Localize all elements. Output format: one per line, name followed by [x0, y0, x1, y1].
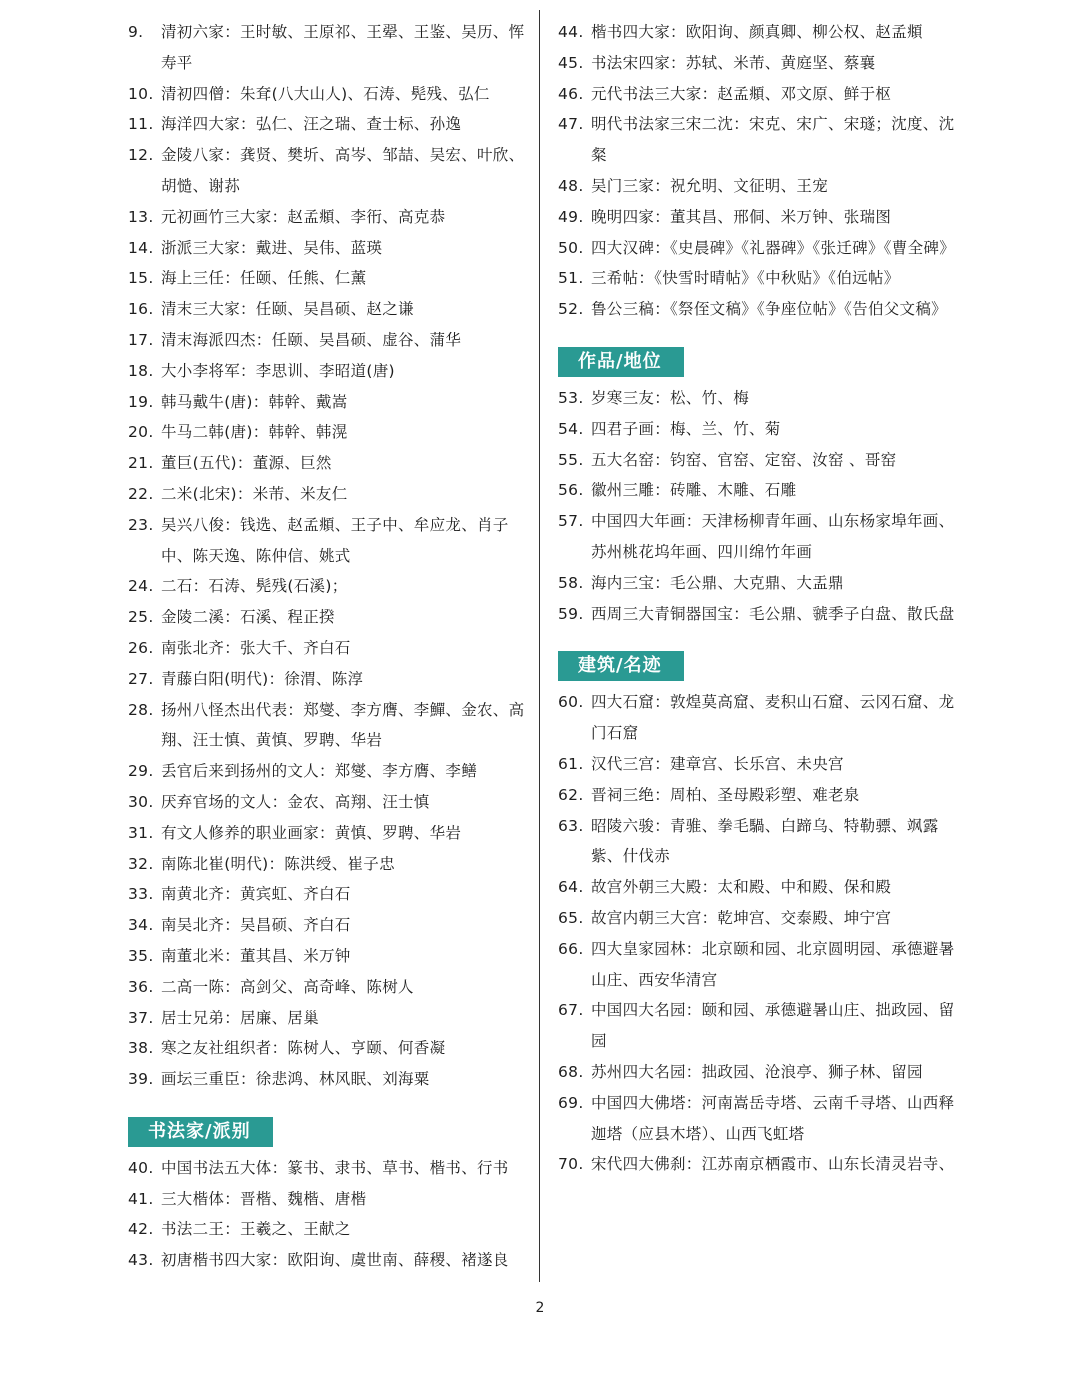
item-text: 四大皇家园林：北京颐和园、北京圆明园、承德避暑山庄、西安华清宫 [591, 939, 955, 989]
list-item [128, 1033, 526, 1064]
item-number: 56. [558, 481, 584, 500]
item-number: 65. [558, 908, 584, 927]
list-item [128, 479, 526, 510]
list-item [128, 972, 526, 1003]
item-number: 41. [128, 1189, 154, 1208]
item-text: 南董北米：董其昌、米万钟 [161, 946, 351, 965]
list-item [558, 1057, 956, 1088]
item-number: 30. [128, 792, 154, 811]
item-number: 15. [128, 269, 154, 288]
list-item [128, 417, 526, 448]
item-number: 47. [558, 115, 584, 134]
item-text: 书法二王：王羲之、王献之 [161, 1220, 351, 1239]
item-text: 吴兴八俊：钱选、赵孟頫、王子中、牟应龙、肖子中、陈天逸、陈仲信、姚式 [161, 515, 509, 565]
list-item [558, 687, 956, 749]
list-item [128, 602, 526, 633]
item-number: 48. [558, 176, 584, 195]
item-number: 14. [128, 238, 154, 257]
column-divider [539, 10, 540, 1282]
item-text: 元代书法三大家：赵孟頫、邓文原、鲜于枢 [591, 84, 892, 103]
item-number: 44. [558, 23, 584, 41]
item-text: 二米(北宋)：米芾、米友仁 [161, 484, 348, 503]
item-number: 46. [558, 84, 584, 103]
list-item [128, 17, 526, 79]
list-item [128, 1153, 526, 1184]
right-list-b [558, 383, 956, 629]
list-item [128, 356, 526, 387]
list-item [128, 294, 526, 325]
item-text: 厌弃官场的文人：金农、高翔、汪士慎 [161, 792, 430, 811]
item-number: 11. [128, 115, 154, 134]
item-text: 寒之友社组织者：陈树人、亨颐、何香凝 [161, 1039, 446, 1058]
list-item [128, 510, 526, 572]
list-item [128, 664, 526, 695]
item-text: 三希帖：《快雪时晴帖》《中秋贴》《伯远帖》 [591, 269, 900, 288]
item-number: 59. [558, 604, 584, 623]
list-item [128, 756, 526, 787]
item-text: 二石：石涛、髡残(石溪)； [161, 577, 348, 596]
list-item [128, 1245, 526, 1276]
list-item [558, 749, 956, 780]
item-text: 海内三宝：毛公鼎、大克鼎、大盂鼎 [591, 573, 844, 592]
list-item [558, 17, 956, 48]
item-text: 宋代四大佛刹：江苏南京栖霞市、山东长清灵岩寺、 [591, 1155, 955, 1174]
item-text: 鲁公三稿：《祭侄文稿》《争座位帖》《告伯父文稿》 [591, 300, 947, 319]
item-text: 清初六家：王时敏、王原祁、王翚、王鉴、吴历、恽寿平 [161, 23, 525, 72]
item-number: 50. [558, 238, 584, 257]
item-number: 43. [128, 1251, 154, 1270]
item-text: 居士兄弟：居廉、居巢 [161, 1008, 320, 1027]
item-text: 岁寒三友：松、竹、梅 [591, 388, 750, 407]
list-item [558, 811, 956, 873]
item-number: 58. [558, 573, 584, 592]
left-list-a [128, 17, 526, 1095]
list-item [128, 325, 526, 356]
list-item [128, 1214, 526, 1245]
item-number: 40. [128, 1158, 154, 1177]
list-item [558, 780, 956, 811]
item-text: 南吴北齐：吴昌硕、齐白石 [161, 916, 351, 935]
list-item [558, 903, 956, 934]
item-text: 中国四大名园：颐和园、承德避暑山庄、拙政园、留园 [591, 1001, 955, 1051]
item-text: 元初画竹三大家：赵孟頫、李衎、高克恭 [161, 207, 446, 226]
item-number: 69. [558, 1093, 584, 1112]
item-text: 清末海派四杰：任颐、吴昌硕、虚谷、蒲华 [161, 330, 462, 349]
list-item [128, 571, 526, 602]
item-number: 61. [558, 754, 584, 773]
left-list-b [128, 1153, 526, 1276]
item-number: 32. [128, 854, 154, 873]
list-item [128, 787, 526, 818]
list-item [558, 475, 956, 506]
list-item [128, 633, 526, 664]
list-item [558, 568, 956, 599]
list-item [558, 171, 956, 202]
item-number: 13. [128, 207, 154, 226]
item-number: 21. [128, 454, 154, 473]
item-text: 有文人修养的职业画家：黄慎、罗聘、华岩 [161, 823, 462, 842]
item-number: 51. [558, 269, 584, 288]
list-item [558, 506, 956, 568]
list-item [128, 1003, 526, 1034]
list-item [558, 1149, 956, 1180]
list-item [128, 448, 526, 479]
item-number: 38. [128, 1039, 154, 1058]
item-number: 18. [128, 361, 154, 380]
item-number: 23. [128, 515, 154, 534]
left-column [128, 17, 526, 1276]
item-text: 中国四大佛塔：河南嵩岳寺塔、云南千寻塔、山西释迦塔（应县木塔）、山西飞虹塔 [591, 1093, 955, 1143]
item-text: 苏州四大名园：拙政园、沧浪亭、狮子林、留园 [591, 1062, 923, 1081]
item-text: 中国四大年画：天津杨柳青年画、山东杨家埠年画、苏州桃花坞年画、四川绵竹年画 [591, 512, 955, 561]
item-number: 55. [558, 450, 584, 469]
list-item [558, 233, 956, 264]
item-text: 南张北齐：张大千、齐白石 [161, 638, 351, 657]
item-text: 董巨(五代)：董源、巨然 [161, 454, 332, 473]
list-item [558, 294, 956, 325]
item-text: 金陵二溪：石溪、程正揆 [161, 608, 335, 627]
item-number: 26. [128, 638, 154, 657]
item-text: 丢官后来到扬州的文人：郑燮、李方膺、李鳝 [161, 762, 478, 781]
list-item [128, 140, 526, 202]
list-item [128, 387, 526, 418]
list-item [128, 202, 526, 233]
item-number: 42. [128, 1220, 154, 1239]
item-text: 清末三大家：任颐、吴昌硕、赵之谦 [161, 300, 414, 319]
item-number: 29. [128, 762, 154, 781]
list-item [558, 995, 956, 1057]
item-text: 中国书法五大体：篆书、隶书、草书、楷书、行书 [161, 1158, 509, 1177]
item-number: 35. [128, 946, 154, 965]
item-number: 67. [558, 1001, 584, 1020]
list-item [128, 879, 526, 910]
list-item [558, 445, 956, 476]
item-number: 36. [128, 977, 154, 996]
list-item [128, 818, 526, 849]
list-item [128, 695, 526, 757]
item-number: 33. [128, 885, 154, 904]
list-item [558, 79, 956, 110]
item-number: 68. [558, 1062, 584, 1081]
list-item [128, 910, 526, 941]
item-text: 汉代三宫：建章宫、长乐宫、未央宫 [591, 754, 844, 773]
item-text: 徽州三雕：砖雕、木雕、石雕 [591, 481, 797, 500]
item-text: 海洋四大家：弘仁、汪之瑞、查士标、孙逸 [161, 115, 462, 134]
list-item [558, 599, 956, 630]
item-text: 初唐楷书四大家：欧阳询、虞世南、薛稷、褚遂良 [161, 1251, 509, 1270]
item-text: 二高一陈：高剑父、高奇峰、陈树人 [161, 977, 414, 996]
list-item [128, 109, 526, 140]
item-number: 25. [128, 608, 154, 627]
item-number: 39. [128, 1070, 154, 1089]
item-number: 53. [558, 388, 584, 407]
list-item [558, 414, 956, 445]
item-text: 扬州八怪杰出代表：郑燮、李方膺、李鱓、金农、高翔、汪士慎、黄慎、罗聘、华岩 [161, 700, 525, 750]
item-number: 34. [128, 916, 154, 935]
item-number: 45. [558, 53, 584, 72]
list-item [558, 934, 956, 996]
item-text: 五大名窑：钧窑、官窑、定窑、汝窑 、哥窑 [591, 450, 897, 469]
item-number: 17. [128, 330, 154, 349]
section-heading-works: 作品/地位 [558, 347, 684, 377]
item-text: 晚明四家：董其昌、邢侗、米万钟、张瑞图 [591, 207, 892, 226]
item-number: 19. [128, 392, 154, 411]
item-number: 31. [128, 823, 154, 842]
item-text: 吴门三家：祝允明、文征明、王宠 [591, 176, 829, 195]
item-number: 66. [558, 939, 584, 958]
item-text: 故宫外朝三大殿：太和殿、中和殿、保和殿 [591, 878, 892, 897]
item-number: 24. [128, 577, 154, 596]
item-text: 大小李将军：李思训、李昭道(唐) [161, 361, 395, 380]
item-number: 12. [128, 146, 154, 165]
item-text: 海上三任：任颐、任熊、仁薰 [161, 269, 367, 288]
item-text: 四大汉碑：《史晨碑》《礼器碑》《张迁碑》《曹全碑》 [591, 238, 956, 257]
item-text: 书法宋四家：苏轼、米芾、黄庭坚、蔡襄 [591, 53, 876, 72]
list-item [128, 1064, 526, 1095]
item-text: 三大楷体：晋楷、魏楷、唐楷 [161, 1189, 367, 1208]
item-number: 62. [558, 785, 584, 804]
item-number: 16. [128, 300, 154, 319]
item-text: 晋祠三绝：周柏、圣母殿彩塑、难老泉 [591, 785, 860, 804]
item-number: 37. [128, 1008, 154, 1027]
right-column [558, 17, 956, 1180]
list-item [558, 202, 956, 233]
list-item [128, 941, 526, 972]
item-number: 27. [128, 669, 154, 688]
item-number: 57. [558, 512, 584, 531]
item-text: 四大石窟：敦煌莫高窟、麦积山石窟、云冈石窟、龙门石窟 [591, 693, 955, 743]
item-number: 60. [558, 693, 584, 712]
list-item [558, 48, 956, 79]
item-text: 韩马戴牛(唐)：韩幹、戴嵩 [161, 392, 348, 411]
list-item [128, 1184, 526, 1215]
item-text: 明代书法家三宋二沈：宋克、宋广、宋璲；沈度、沈粲 [591, 115, 955, 165]
item-text: 清初四僧：朱耷(八大山人)、石涛、髡残、弘仁 [161, 84, 490, 103]
item-number: 28. [128, 700, 154, 719]
list-item [558, 1088, 956, 1150]
item-text: 浙派三大家：戴进、吴伟、蓝瑛 [161, 238, 383, 257]
item-number: 52. [558, 300, 584, 319]
item-number: 70. [558, 1155, 584, 1174]
item-number: 49. [558, 207, 584, 226]
section-heading-calligraphy: 书法家/派别 [128, 1117, 273, 1147]
item-text: 昭陵六骏：青骓、拳毛騧、白蹄乌、特勒骠、飒露紫、什伐赤 [591, 816, 939, 866]
item-number: 64. [558, 878, 584, 897]
page-number: 2 [535, 1300, 545, 1316]
item-number: 22. [128, 484, 154, 503]
list-item [128, 79, 526, 110]
item-text: 牛马二韩(唐)：韩幹、韩滉 [161, 423, 348, 442]
list-item [128, 233, 526, 264]
list-item [558, 109, 956, 171]
item-number: 63. [558, 816, 584, 835]
item-text: 南陈北崔(明代)：陈洪绶、崔子忠 [161, 854, 395, 873]
item-number: 9. [128, 23, 144, 41]
item-number: 54. [558, 419, 584, 438]
item-text: 金陵八家：龚贤、樊圻、高岑、邹喆、吴宏、叶欣、胡慥、谢荪 [161, 146, 525, 195]
list-item [558, 383, 956, 414]
item-text: 南黄北齐：黄宾虹、齐白石 [161, 885, 351, 904]
item-text: 西周三大青铜器国宝：毛公鼎、虢季子白盘、散氏盘 [591, 604, 955, 623]
item-number: 20. [128, 423, 154, 442]
right-list-c [558, 687, 956, 1180]
item-number: 10. [128, 84, 154, 103]
list-item [128, 849, 526, 880]
right-list-a [558, 17, 956, 325]
list-item [558, 263, 956, 294]
item-text: 故宫内朝三大宫：乾坤宫、交泰殿、坤宁宫 [591, 908, 892, 927]
section-heading-architecture: 建筑/名迹 [558, 651, 684, 681]
item-text: 楷书四大家：欧阳询、颜真卿、柳公权、赵孟頫 [591, 23, 923, 41]
list-item [128, 263, 526, 294]
item-text: 四君子画：梅、兰、竹、菊 [591, 419, 781, 438]
item-text: 画坛三重臣：徐悲鸿、林风眠、刘海粟 [161, 1070, 430, 1089]
list-item [558, 872, 956, 903]
item-text: 青藤白阳(明代)：徐渭、陈淳 [161, 669, 364, 688]
